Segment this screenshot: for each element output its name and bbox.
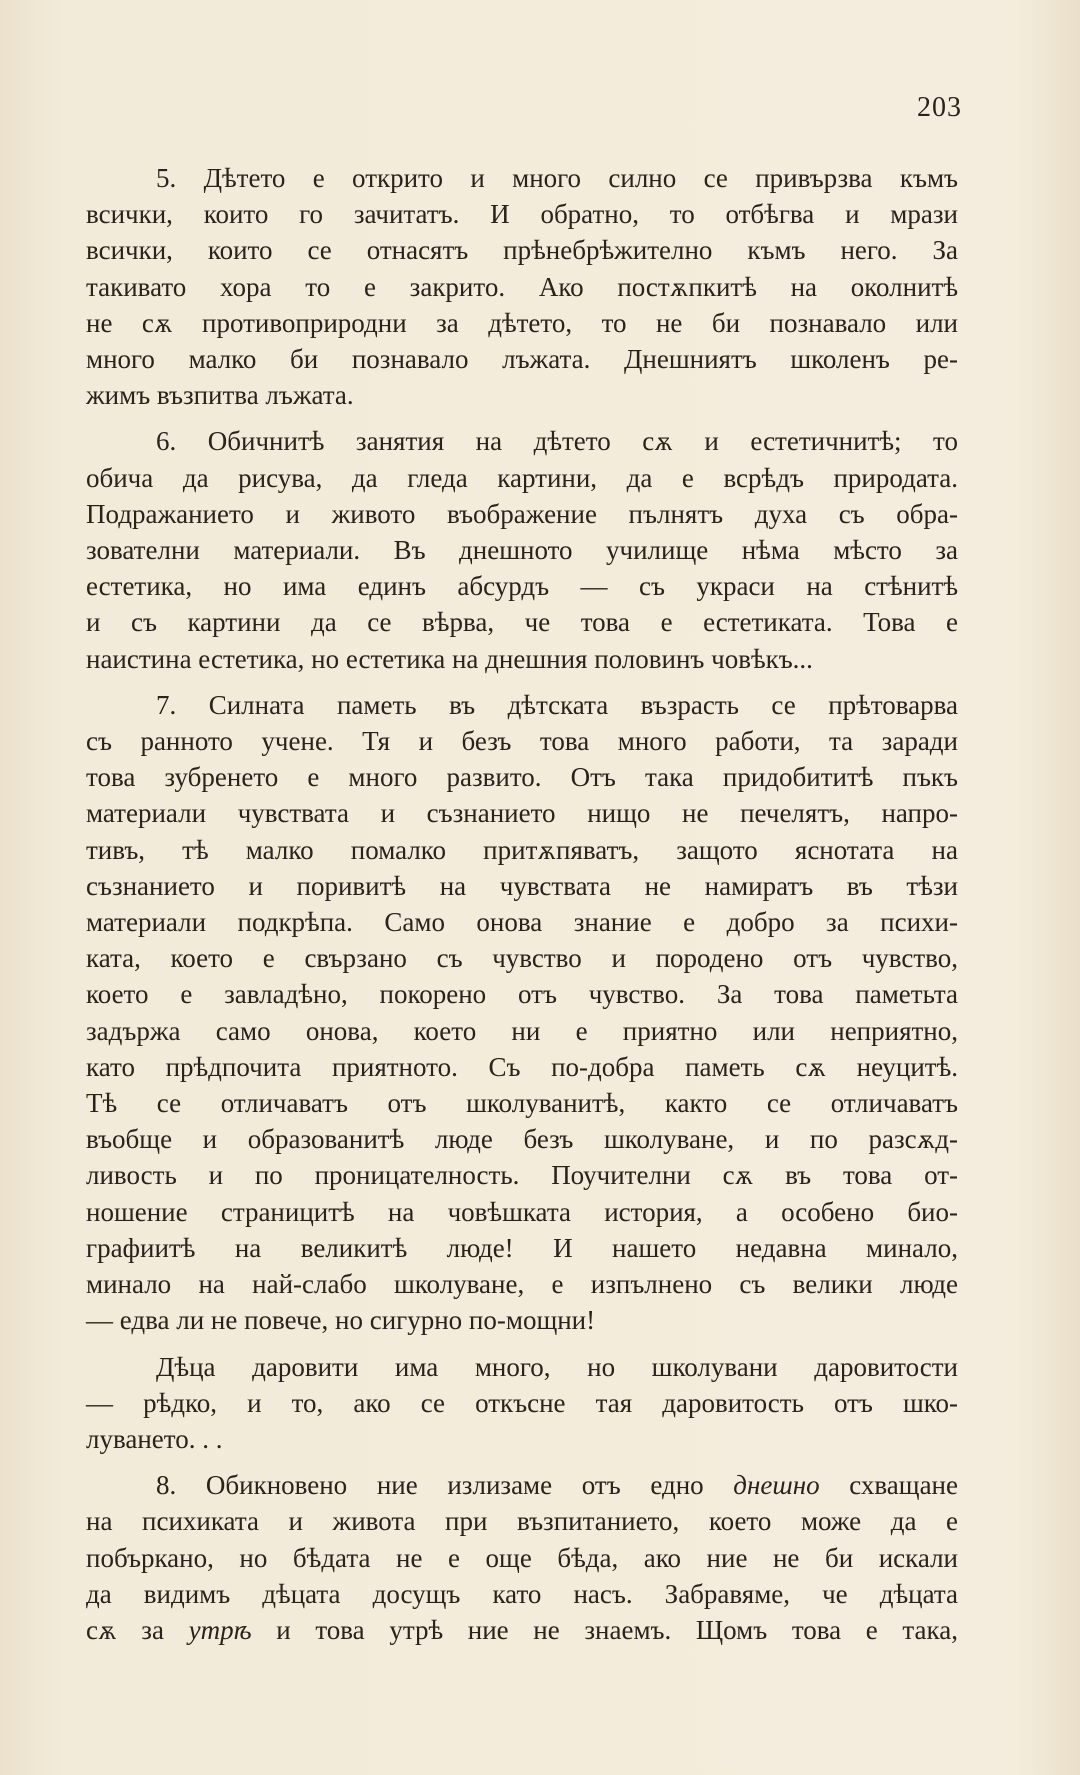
paragraph-line: и съ картини да се вѣрва, че това е естетиката. Това е [86,607,958,638]
paragraph-line: сѫ за утрѣ и това утрѣ ние не знаемъ. Щомъ това е така, [86,1614,958,1645]
emphasis-dneshno: днешно [733,1470,820,1501]
page-number: 203 [917,92,962,123]
paragraph-line: минало на най-слабо школуване, е изпълнено съ велики люде [86,1269,958,1300]
paragraph-line: обича да рисува, да гледа картини, да е всрѣдъ природата. [86,462,958,493]
emphasis-utre: утрѣ [188,1614,252,1645]
paragraph-line: жимъ възпитва лъжата. [86,380,354,411]
paragraph-line: наистина естетика, но естетика на днешния половинъ човѣкъ... [86,643,813,674]
paragraph-line: ношение страницитѣ на човѣшката история, а особено био- [86,1196,958,1227]
paragraph-line: не сѫ противоприродни за дѣтето, то не би познавало или [86,307,958,338]
paragraph-line: 5. Дѣтето е открито и много силно се привързва къмъ [156,163,958,193]
paragraph-line: много малко би познавало лъжата. Днешниятъ школенъ ре- [86,344,958,375]
paragraph-line: това зубренето е много развито. Отъ така придобититѣ пъкъ [86,762,958,793]
paragraph-line: като прѣдпочита приятното. Съ по-добра паметь сѫ неуцитѣ. [86,1051,958,1082]
paragraph-line: естетика, но има единъ абсурдъ — съ украси на стѣнитѣ [86,571,958,602]
paragraph-line: — едва ли не повече, но сигурно по-мощни! [86,1305,596,1336]
paragraph-line: зователни материали. Въ днешното училище нѣма мѣсто за [86,535,958,566]
paragraph-line: луването. . . [86,1423,223,1454]
paragraph-line: да видимъ дѣцата досущъ като насъ. Забравяме, че дѣцата [86,1578,958,1609]
paragraph-line: всички, които го зачитатъ. И обратно, то отбѣгва и мрази [86,199,958,230]
paragraph-line: въобще и образованитѣ люде безъ школуване, и по разсѫд- [86,1124,958,1155]
paragraph-line: ката, което е свързано съ чувство и породено отъ чувство, [86,943,958,974]
paragraph-line: 7. Силната паметь въ дѣтската възрасть се прѣтоварва [156,689,958,720]
paragraph [86,423,958,676]
paragraph-line: побъркано, но бѣдата не е още бѣда, ако ние не би искали [86,1542,958,1573]
paragraph-line: всички, които се отнасятъ прѣнебрѣжително къмъ него. За [86,235,958,266]
paragraph-line: 6. Обичнитѣ занятия на дѣтето сѫ и естетичнитѣ; то [156,426,958,457]
paragraph-line: ливость и по проницателность. Поучителни сѫ въ това от- [86,1160,958,1191]
page-text [86,160,958,1658]
paragraph-line: 8. Обикновено ние излизаме отъ едно днешно схващане [156,1470,958,1501]
paragraph [86,687,958,1339]
paragraph [86,160,958,413]
paragraph-line: Подражанието и живото въображение пълнятъ духа съ обра- [86,498,958,529]
paragraph-8 [86,1467,958,1648]
paragraph [86,1349,958,1458]
paragraph-line: съ ранното учене. Тя и безъ това много работи, та заради [86,726,958,757]
paragraph-line: — рѣдко, и то, ако се откъсне тая даровитость отъ шко- [86,1387,958,1418]
paragraph-line: такивато хора то е закрито. Ако постѫпкитѣ на околнитѣ [86,271,958,302]
paragraph-line: на психиката и живота при възпитанието, което може да е [86,1506,958,1537]
paragraph-line: Дѣца даровити има много, но школувани даровитости [156,1351,958,1382]
paragraph-line: графиитѣ на великитѣ люде! И нашето недавна минало, [86,1232,958,1263]
paragraph-line: тивъ, тѣ малко помалко притѫпяватъ, защото яснотата на [86,834,958,865]
paragraph-line: материали подкрѣпа. Само онова знание е добро за психи- [86,907,958,938]
paragraph-line: задържа само онова, което ни е приятно или неприятно, [86,1015,958,1046]
paragraph-line: съзнанието и поривитѣ на чувствата не намиратъ въ тѣзи [86,870,958,901]
paragraph-line: Тѣ се отличаватъ отъ школуванитѣ, както се отличаватъ [86,1088,958,1119]
paragraphs-container [86,160,958,1457]
paragraph-line: материали чувствата и съзнанието нищо не печелятъ, напро- [86,798,958,829]
paragraph-line: което е завладѣно, покорено отъ чувство. За това паметьта [86,979,958,1010]
